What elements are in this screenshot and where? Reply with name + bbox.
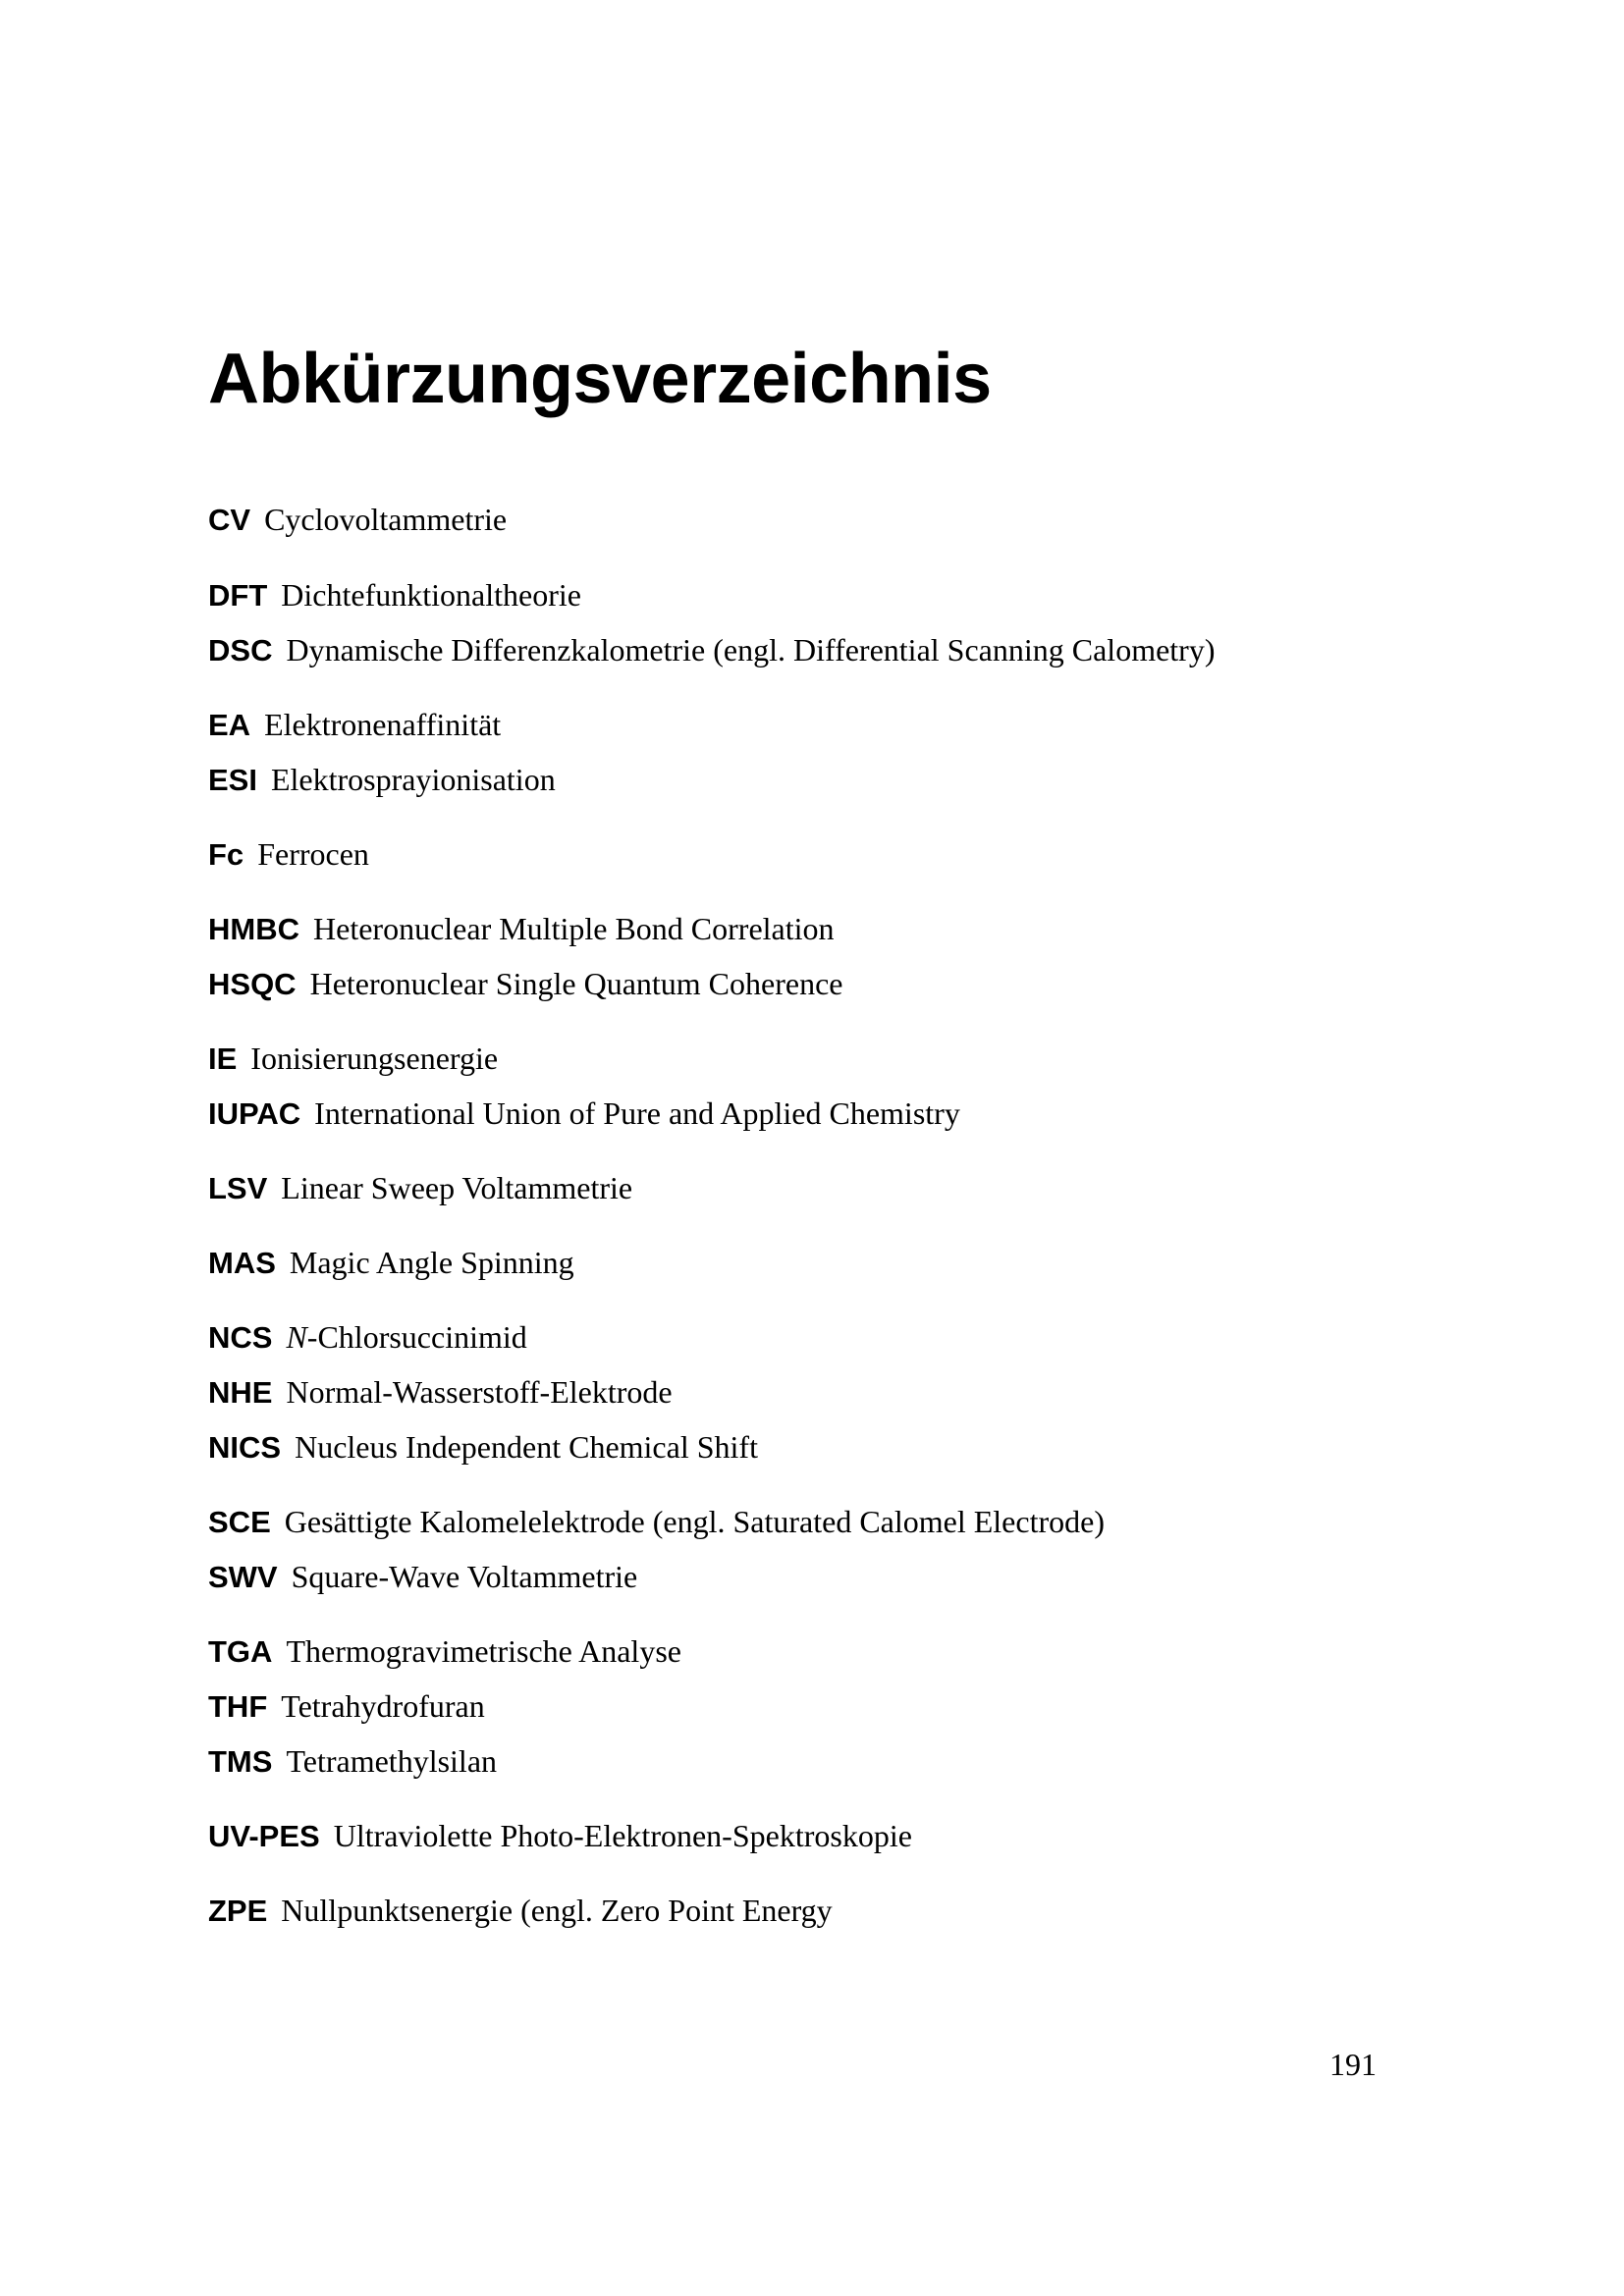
glossary-entry-tga [208, 1635, 681, 1667]
glossary-entry-uv-pes [208, 1820, 912, 1851]
glossary-entry-mas [208, 1247, 574, 1278]
abbreviation: THF [208, 1689, 268, 1724]
definition: Heteronuclear Multiple Bond Correlation [313, 911, 835, 946]
glossary-entry-hmbc [208, 913, 835, 944]
abbreviation: NCS [208, 1320, 273, 1355]
abbreviation: HMBC [208, 912, 299, 946]
definition: Ferrocen [257, 836, 369, 872]
definition: Elektronenaffinität [264, 707, 502, 742]
definition: Tetramethylsilan [286, 1743, 498, 1779]
definition: Ultraviolette Photo-Elektronen-Spektroskopie [333, 1818, 912, 1853]
abbreviation: SWV [208, 1560, 278, 1594]
abbreviation: DSC [208, 633, 273, 667]
definition: Normal-Wasserstoff-Elektrode [286, 1374, 673, 1410]
glossary-entry-dsc [208, 634, 1215, 666]
abbreviation: ESI [208, 763, 257, 797]
definition: Thermogravimetrische Analyse [286, 1633, 681, 1669]
definition: Magic Angle Spinning [289, 1245, 574, 1280]
abbreviation: TMS [208, 1744, 273, 1779]
definition: Cyclovoltammetrie [264, 502, 508, 537]
page-title: Abkürzungsverzeichnis [208, 340, 992, 418]
definition: Dichtefunktionaltheorie [281, 577, 581, 613]
glossary-entry-dft [208, 579, 581, 611]
glossary-entry-nics [208, 1431, 758, 1463]
glossary-entry-hsqc [208, 968, 842, 999]
definition: Square-Wave Voltammetrie [291, 1559, 638, 1594]
definition: International Union of Pure and Applied Chemistry [314, 1095, 960, 1131]
definition: Heteronuclear Single Quantum Coherence [309, 966, 843, 1001]
glossary-entry-ncs [208, 1321, 527, 1353]
glossary-entry-lsv [208, 1172, 632, 1203]
glossary-entry-swv [208, 1561, 637, 1592]
definition-rest: -Chlorsuccinimid [306, 1319, 527, 1355]
glossary-entry-sce [208, 1506, 1105, 1537]
page-number: 191 [1329, 2047, 1377, 2082]
glossary-entry-zpe [208, 1895, 833, 1926]
abbreviation: IE [208, 1041, 238, 1076]
glossary-entry-cv [208, 504, 507, 535]
definition: Elektrosprayionisation [270, 762, 556, 797]
italic-prefix: N [286, 1319, 307, 1355]
glossary-entry-ie [208, 1042, 498, 1074]
abbreviation: DFT [208, 578, 268, 613]
abbreviation: SCE [208, 1505, 271, 1539]
abbreviation: UV-PES [208, 1819, 320, 1853]
glossary-entry-nhe [208, 1376, 673, 1408]
definition: Gesättigte Kalomelelektrode (engl. Saturated Calomel Electrode) [284, 1504, 1105, 1539]
definition: Nucleus Independent Chemical Shift [295, 1429, 758, 1465]
abbreviation: EA [208, 708, 251, 742]
definition: Tetrahydrofuran [281, 1688, 485, 1724]
glossary-entry-fc [208, 838, 369, 870]
glossary-entry-tms [208, 1745, 497, 1777]
abbreviation: TGA [208, 1634, 273, 1669]
abbreviation: MAS [208, 1246, 276, 1280]
abbreviation: LSV [208, 1171, 268, 1205]
abbreviation: HSQC [208, 967, 297, 1001]
glossary-entry-iupac [208, 1097, 960, 1129]
definition: Linear Sweep Voltammetrie [281, 1170, 633, 1205]
abbreviation: NHE [208, 1375, 273, 1410]
abbreviation: ZPE [208, 1894, 268, 1928]
definition: Dynamische Differenzkalometrie (engl. Differential Scanning Calometry) [286, 632, 1216, 667]
glossary-entry-ea [208, 709, 501, 740]
definition [286, 1319, 526, 1355]
abbreviation: Fc [208, 837, 244, 872]
definition: Ionisierungsenergie [250, 1041, 499, 1076]
definition: Nullpunktsenergie (engl. Zero Point Energy [281, 1893, 833, 1928]
glossary-entry-thf [208, 1690, 485, 1722]
abbreviation: IUPAC [208, 1096, 301, 1131]
abbreviation: NICS [208, 1430, 282, 1465]
abbreviation: CV [208, 503, 251, 537]
glossary-entry-esi [208, 764, 556, 795]
